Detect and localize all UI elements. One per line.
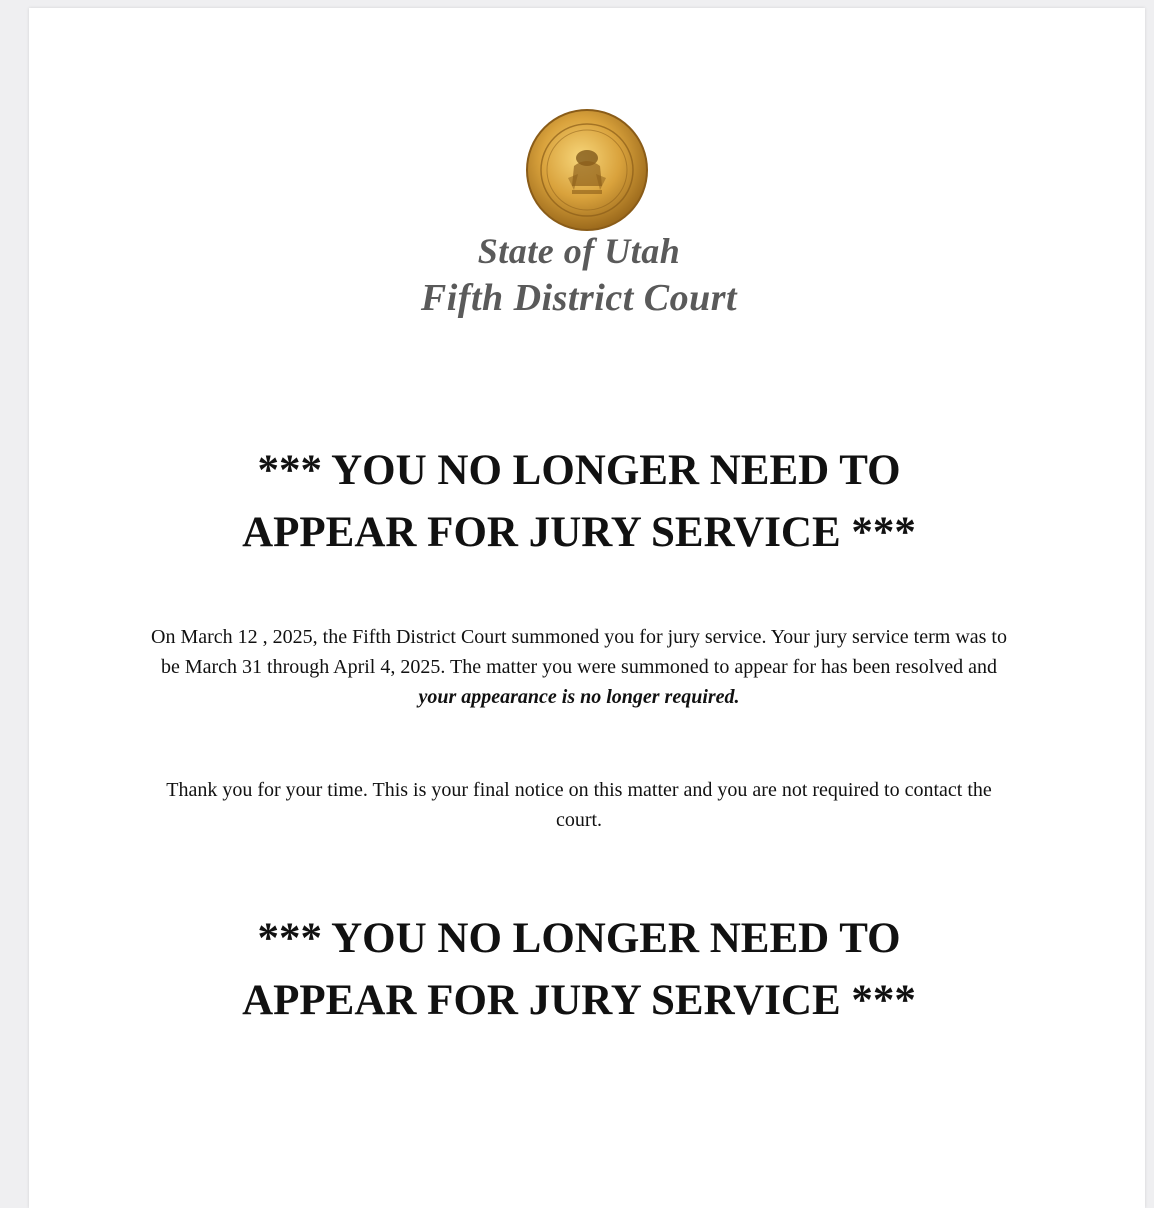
document-page [29, 8, 1145, 1208]
headline-bottom [129, 908, 1029, 1032]
headline-top-line1: *** YOU NO LONGER NEED TO [257, 447, 901, 494]
headline-bottom-line1: *** YOU NO LONGER NEED TO [257, 915, 901, 962]
notice-paragraph [149, 622, 1009, 712]
court-seal-icon [512, 108, 662, 238]
headline-top [129, 440, 1029, 564]
court-state-name: State of Utah [477, 231, 681, 271]
thank-you-paragraph: Thank you for your time. This is your final notice on this matter and you are not required to contact the court. [166, 779, 992, 831]
notice-emphasis: your appearance is no longer required. [418, 686, 740, 708]
notice-paragraph-text: On March 12 , 2025, the Fifth District Court summoned you for jury service. Your jury service term was to be March 31 through April 4, 2025. The matter you were summoned to appear for has been resolved and [151, 626, 1007, 678]
court-name: Fifth District Court [420, 277, 738, 319]
headline-top-line2: APPEAR FOR JURY SERVICE *** [242, 509, 916, 556]
headline-bottom-line2: APPEAR FOR JURY SERVICE *** [242, 977, 916, 1024]
